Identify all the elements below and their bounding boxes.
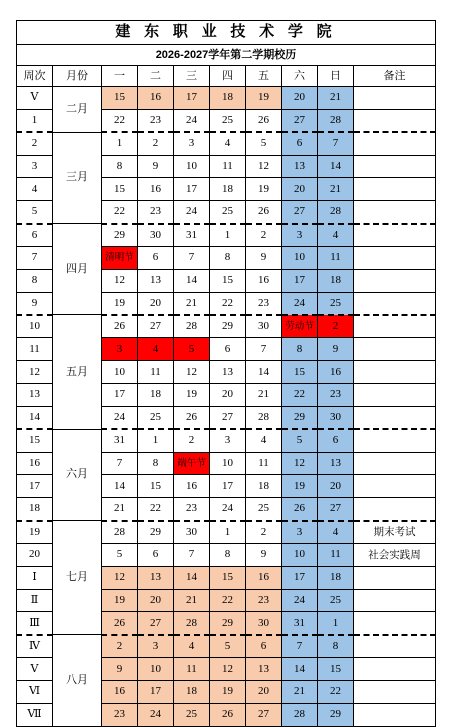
day-cell: 29 [102, 224, 138, 247]
day-cell: 29 [210, 612, 246, 635]
day-cell: 27 [318, 498, 354, 521]
day-cell: 24 [282, 292, 318, 315]
day-cell: 11 [138, 361, 174, 384]
week-number: Ⅰ [17, 566, 53, 589]
note-cell [354, 383, 436, 406]
day-cell: 16 [246, 269, 282, 292]
day-cell: 26 [174, 406, 210, 429]
month-label: 八月 [53, 635, 102, 726]
day-cell: 25 [138, 406, 174, 429]
week-number: 2 [17, 132, 53, 155]
day-cell: 28 [102, 521, 138, 544]
day-cell: 26 [246, 109, 282, 132]
day-cell: 11 [318, 543, 354, 566]
day-cell: 11 [174, 658, 210, 681]
day-cell: 11 [246, 452, 282, 475]
note-cell [354, 361, 436, 384]
day-cell: 24 [138, 703, 174, 726]
note-cell [354, 566, 436, 589]
week-number: 3 [17, 155, 53, 178]
week-number: 5 [17, 201, 53, 224]
day-cell: 26 [102, 612, 138, 635]
note-cell [354, 87, 436, 110]
day-cell: 6 [138, 543, 174, 566]
week-number: 7 [17, 246, 53, 269]
day-cell: 25 [210, 201, 246, 224]
day-cell: 13 [210, 361, 246, 384]
header-fri: 五 [246, 66, 282, 87]
day-cell: 17 [102, 383, 138, 406]
day-cell: 13 [282, 155, 318, 178]
month-label: 三月 [53, 132, 102, 223]
day-cell: 8 [318, 635, 354, 658]
day-cell: 20 [246, 680, 282, 703]
day-cell: 22 [102, 201, 138, 224]
header-wed: 三 [174, 66, 210, 87]
holiday-cell: 劳动节 [282, 315, 318, 338]
day-cell: 28 [174, 612, 210, 635]
day-cell: 28 [174, 315, 210, 338]
note-cell [354, 224, 436, 247]
day-cell: 22 [138, 498, 174, 521]
day-cell: 12 [210, 658, 246, 681]
day-cell: 6 [210, 338, 246, 361]
note-cell: 社会实践周 [354, 543, 436, 566]
day-cell: 11 [210, 155, 246, 178]
note-cell [354, 292, 436, 315]
day-cell: 7 [318, 132, 354, 155]
day-cell: 22 [210, 292, 246, 315]
day-cell: 19 [210, 680, 246, 703]
note-cell [354, 269, 436, 292]
week-number: Ⅱ [17, 589, 53, 612]
header-mon: 一 [102, 66, 138, 87]
day-cell: 1 [102, 132, 138, 155]
day-cell: 9 [246, 543, 282, 566]
day-cell: 30 [246, 315, 282, 338]
month-label: 七月 [53, 521, 102, 635]
header-sat: 六 [282, 66, 318, 87]
day-cell: 29 [282, 406, 318, 429]
day-cell: 20 [282, 87, 318, 110]
day-cell: 10 [282, 543, 318, 566]
day-cell: 10 [174, 155, 210, 178]
week-number: Ⅵ [17, 680, 53, 703]
week-number: 12 [17, 361, 53, 384]
day-cell: 30 [174, 521, 210, 544]
day-cell: 13 [246, 658, 282, 681]
day-cell: 17 [282, 269, 318, 292]
day-cell: 14 [174, 269, 210, 292]
day-cell: 5 [282, 429, 318, 452]
day-cell: 27 [282, 201, 318, 224]
day-cell: 4 [318, 521, 354, 544]
day-cell: 27 [138, 315, 174, 338]
note-cell [354, 498, 436, 521]
day-cell: 27 [282, 109, 318, 132]
day-cell: 2 [102, 635, 138, 658]
day-cell: 4 [246, 429, 282, 452]
day-cell: 31 [102, 429, 138, 452]
week-number: Ⅲ [17, 612, 53, 635]
day-cell: 29 [318, 703, 354, 726]
day-cell: 20 [138, 589, 174, 612]
day-cell: 7 [246, 338, 282, 361]
day-cell: 16 [318, 361, 354, 384]
day-cell: 17 [210, 475, 246, 498]
day-cell: 22 [102, 109, 138, 132]
note-cell [354, 612, 436, 635]
note-cell [354, 680, 436, 703]
day-cell: 1 [210, 224, 246, 247]
month-label: 二月 [53, 87, 102, 133]
day-cell: 26 [246, 201, 282, 224]
week-number: 17 [17, 475, 53, 498]
day-cell: 3 [138, 635, 174, 658]
day-cell: 4 [318, 224, 354, 247]
day-cell: 23 [174, 498, 210, 521]
note-cell [354, 452, 436, 475]
week-number: Ⅴ [17, 658, 53, 681]
day-cell: 21 [318, 178, 354, 201]
day-cell: 8 [210, 543, 246, 566]
day-cell: 22 [282, 383, 318, 406]
day-cell: 23 [246, 589, 282, 612]
day-cell: 23 [138, 201, 174, 224]
day-cell: 28 [282, 703, 318, 726]
note-cell [354, 246, 436, 269]
calendar-sheet [16, 20, 436, 727]
day-cell: 27 [210, 406, 246, 429]
day-cell: 10 [282, 246, 318, 269]
day-cell: 9 [138, 155, 174, 178]
day-cell: 30 [246, 612, 282, 635]
day-cell: 11 [318, 246, 354, 269]
day-cell: 24 [282, 589, 318, 612]
calendar-table [16, 20, 436, 727]
day-cell: 9 [102, 658, 138, 681]
day-cell: 12 [102, 566, 138, 589]
day-cell: 15 [138, 475, 174, 498]
day-cell: 30 [318, 406, 354, 429]
day-cell: 14 [174, 566, 210, 589]
week-row [17, 429, 436, 452]
day-cell: 1 [318, 612, 354, 635]
week-number: 8 [17, 269, 53, 292]
day-cell: 22 [210, 589, 246, 612]
note-cell [354, 338, 436, 361]
note-cell [354, 178, 436, 201]
day-cell: 7 [282, 635, 318, 658]
day-cell: 12 [174, 361, 210, 384]
holiday-cell: 端午节 [174, 452, 210, 475]
note-cell [354, 315, 436, 338]
day-cell: 25 [246, 498, 282, 521]
day-cell: 3 [282, 224, 318, 247]
day-cell: 26 [210, 703, 246, 726]
note-cell [354, 429, 436, 452]
day-cell: 20 [210, 383, 246, 406]
day-cell: 25 [318, 589, 354, 612]
day-cell: 24 [174, 201, 210, 224]
day-cell: 24 [210, 498, 246, 521]
day-cell: 18 [318, 566, 354, 589]
day-cell: 3 [210, 429, 246, 452]
day-cell: 19 [246, 87, 282, 110]
day-cell: 10 [102, 361, 138, 384]
day-cell: 2 [138, 132, 174, 155]
week-number: 11 [17, 338, 53, 361]
day-cell: 20 [138, 292, 174, 315]
note-cell [354, 635, 436, 658]
day-cell: 22 [318, 680, 354, 703]
header-notes: 备注 [354, 66, 436, 87]
holiday-cell: 3 [102, 338, 138, 361]
week-number: 6 [17, 224, 53, 247]
day-cell: 6 [318, 429, 354, 452]
day-cell: 5 [246, 132, 282, 155]
day-cell: 15 [102, 87, 138, 110]
day-cell: 2 [246, 224, 282, 247]
day-cell: 31 [174, 224, 210, 247]
day-cell: 12 [102, 269, 138, 292]
day-cell: 17 [174, 178, 210, 201]
month-label: 五月 [53, 315, 102, 429]
day-cell: 7 [174, 543, 210, 566]
day-cell: 15 [210, 269, 246, 292]
day-cell: 28 [318, 109, 354, 132]
day-cell: 13 [318, 452, 354, 475]
week-row [17, 521, 436, 544]
day-cell: 27 [246, 703, 282, 726]
day-cell: 18 [246, 475, 282, 498]
note-cell [354, 132, 436, 155]
week-number: 20 [17, 543, 53, 566]
day-cell: 18 [174, 680, 210, 703]
day-cell: 8 [210, 246, 246, 269]
day-cell: 21 [282, 680, 318, 703]
day-cell: 15 [102, 178, 138, 201]
day-cell: 29 [138, 521, 174, 544]
header-tue: 二 [138, 66, 174, 87]
day-cell: 3 [174, 132, 210, 155]
day-cell: 10 [138, 658, 174, 681]
day-cell: 21 [318, 87, 354, 110]
week-row [17, 315, 436, 338]
day-cell: 19 [246, 178, 282, 201]
header-row [17, 66, 436, 87]
day-cell: 19 [282, 475, 318, 498]
week-number: 19 [17, 521, 53, 544]
header-week: 周次 [17, 66, 53, 87]
page-title: 建 东 职 业 技 术 学 院 [17, 21, 436, 45]
day-cell: 3 [282, 521, 318, 544]
note-cell: 期末考试 [354, 521, 436, 544]
day-cell: 20 [318, 475, 354, 498]
day-cell: 25 [318, 292, 354, 315]
day-cell: 23 [138, 109, 174, 132]
week-number: Ⅶ [17, 703, 53, 726]
day-cell: 21 [246, 383, 282, 406]
holiday-cell: 4 [138, 338, 174, 361]
day-cell: 23 [102, 703, 138, 726]
week-number: 18 [17, 498, 53, 521]
day-cell: 17 [282, 566, 318, 589]
day-cell: 4 [210, 132, 246, 155]
holiday-cell: 2 [318, 315, 354, 338]
day-cell: 19 [174, 383, 210, 406]
day-cell: 6 [282, 132, 318, 155]
note-cell [354, 406, 436, 429]
day-cell: 1 [138, 429, 174, 452]
day-cell: 6 [246, 635, 282, 658]
day-cell: 31 [282, 612, 318, 635]
day-cell: 19 [102, 292, 138, 315]
week-row [17, 87, 436, 110]
day-cell: 27 [138, 612, 174, 635]
holiday-cell: 5 [174, 338, 210, 361]
day-cell: 21 [102, 498, 138, 521]
day-cell: 2 [246, 521, 282, 544]
day-cell: 1 [210, 521, 246, 544]
month-label: 六月 [53, 429, 102, 520]
holiday-cell: 清明节 [102, 246, 138, 269]
week-number: 4 [17, 178, 53, 201]
header-sun: 日 [318, 66, 354, 87]
header-thu: 四 [210, 66, 246, 87]
day-cell: 9 [246, 246, 282, 269]
day-cell: 30 [138, 224, 174, 247]
day-cell: 21 [174, 292, 210, 315]
day-cell: 16 [174, 475, 210, 498]
day-cell: 17 [174, 87, 210, 110]
day-cell: 16 [102, 680, 138, 703]
day-cell: 13 [138, 269, 174, 292]
day-cell: 20 [282, 178, 318, 201]
day-cell: 4 [174, 635, 210, 658]
week-number: 14 [17, 406, 53, 429]
day-cell: 15 [318, 658, 354, 681]
day-cell: 17 [138, 680, 174, 703]
week-number: 13 [17, 383, 53, 406]
page-subtitle: 2026-2027学年第二学期校历 [17, 45, 436, 66]
header-month: 月份 [53, 66, 102, 87]
day-cell: 26 [282, 498, 318, 521]
day-cell: 18 [210, 178, 246, 201]
note-cell [354, 155, 436, 178]
day-cell: 12 [282, 452, 318, 475]
day-cell: 16 [138, 87, 174, 110]
week-number: Ⅴ [17, 87, 53, 110]
day-cell: 18 [210, 87, 246, 110]
day-cell: 14 [282, 658, 318, 681]
day-cell: 21 [174, 589, 210, 612]
week-row [17, 635, 436, 658]
day-cell: 15 [210, 566, 246, 589]
note-cell [354, 589, 436, 612]
day-cell: 13 [138, 566, 174, 589]
day-cell: 28 [246, 406, 282, 429]
day-cell: 5 [210, 635, 246, 658]
day-cell: 29 [210, 315, 246, 338]
note-cell [354, 475, 436, 498]
day-cell: 23 [318, 383, 354, 406]
day-cell: 14 [102, 475, 138, 498]
day-cell: 19 [102, 589, 138, 612]
day-cell: 8 [102, 155, 138, 178]
day-cell: 6 [138, 246, 174, 269]
calendar-body [17, 21, 436, 727]
day-cell: 8 [282, 338, 318, 361]
week-number: 10 [17, 315, 53, 338]
day-cell: 24 [102, 406, 138, 429]
week-number: 16 [17, 452, 53, 475]
day-cell: 26 [102, 315, 138, 338]
day-cell: 15 [282, 361, 318, 384]
note-cell [354, 658, 436, 681]
day-cell: 25 [174, 703, 210, 726]
day-cell: 5 [102, 543, 138, 566]
note-cell [354, 201, 436, 224]
day-cell: 14 [318, 155, 354, 178]
week-number: 9 [17, 292, 53, 315]
day-cell: 7 [174, 246, 210, 269]
day-cell: 2 [174, 429, 210, 452]
note-cell [354, 703, 436, 726]
day-cell: 18 [138, 383, 174, 406]
day-cell: 16 [138, 178, 174, 201]
week-row [17, 224, 436, 247]
day-cell: 16 [246, 566, 282, 589]
day-cell: 7 [102, 452, 138, 475]
note-cell [354, 109, 436, 132]
week-number: 1 [17, 109, 53, 132]
day-cell: 9 [318, 338, 354, 361]
day-cell: 10 [210, 452, 246, 475]
day-cell: 23 [246, 292, 282, 315]
day-cell: 12 [246, 155, 282, 178]
week-number: 15 [17, 429, 53, 452]
day-cell: 8 [138, 452, 174, 475]
month-label: 四月 [53, 224, 102, 315]
week-row [17, 132, 436, 155]
day-cell: 24 [174, 109, 210, 132]
day-cell: 14 [246, 361, 282, 384]
week-number: Ⅳ [17, 635, 53, 658]
day-cell: 25 [210, 109, 246, 132]
day-cell: 18 [318, 269, 354, 292]
day-cell: 28 [318, 201, 354, 224]
